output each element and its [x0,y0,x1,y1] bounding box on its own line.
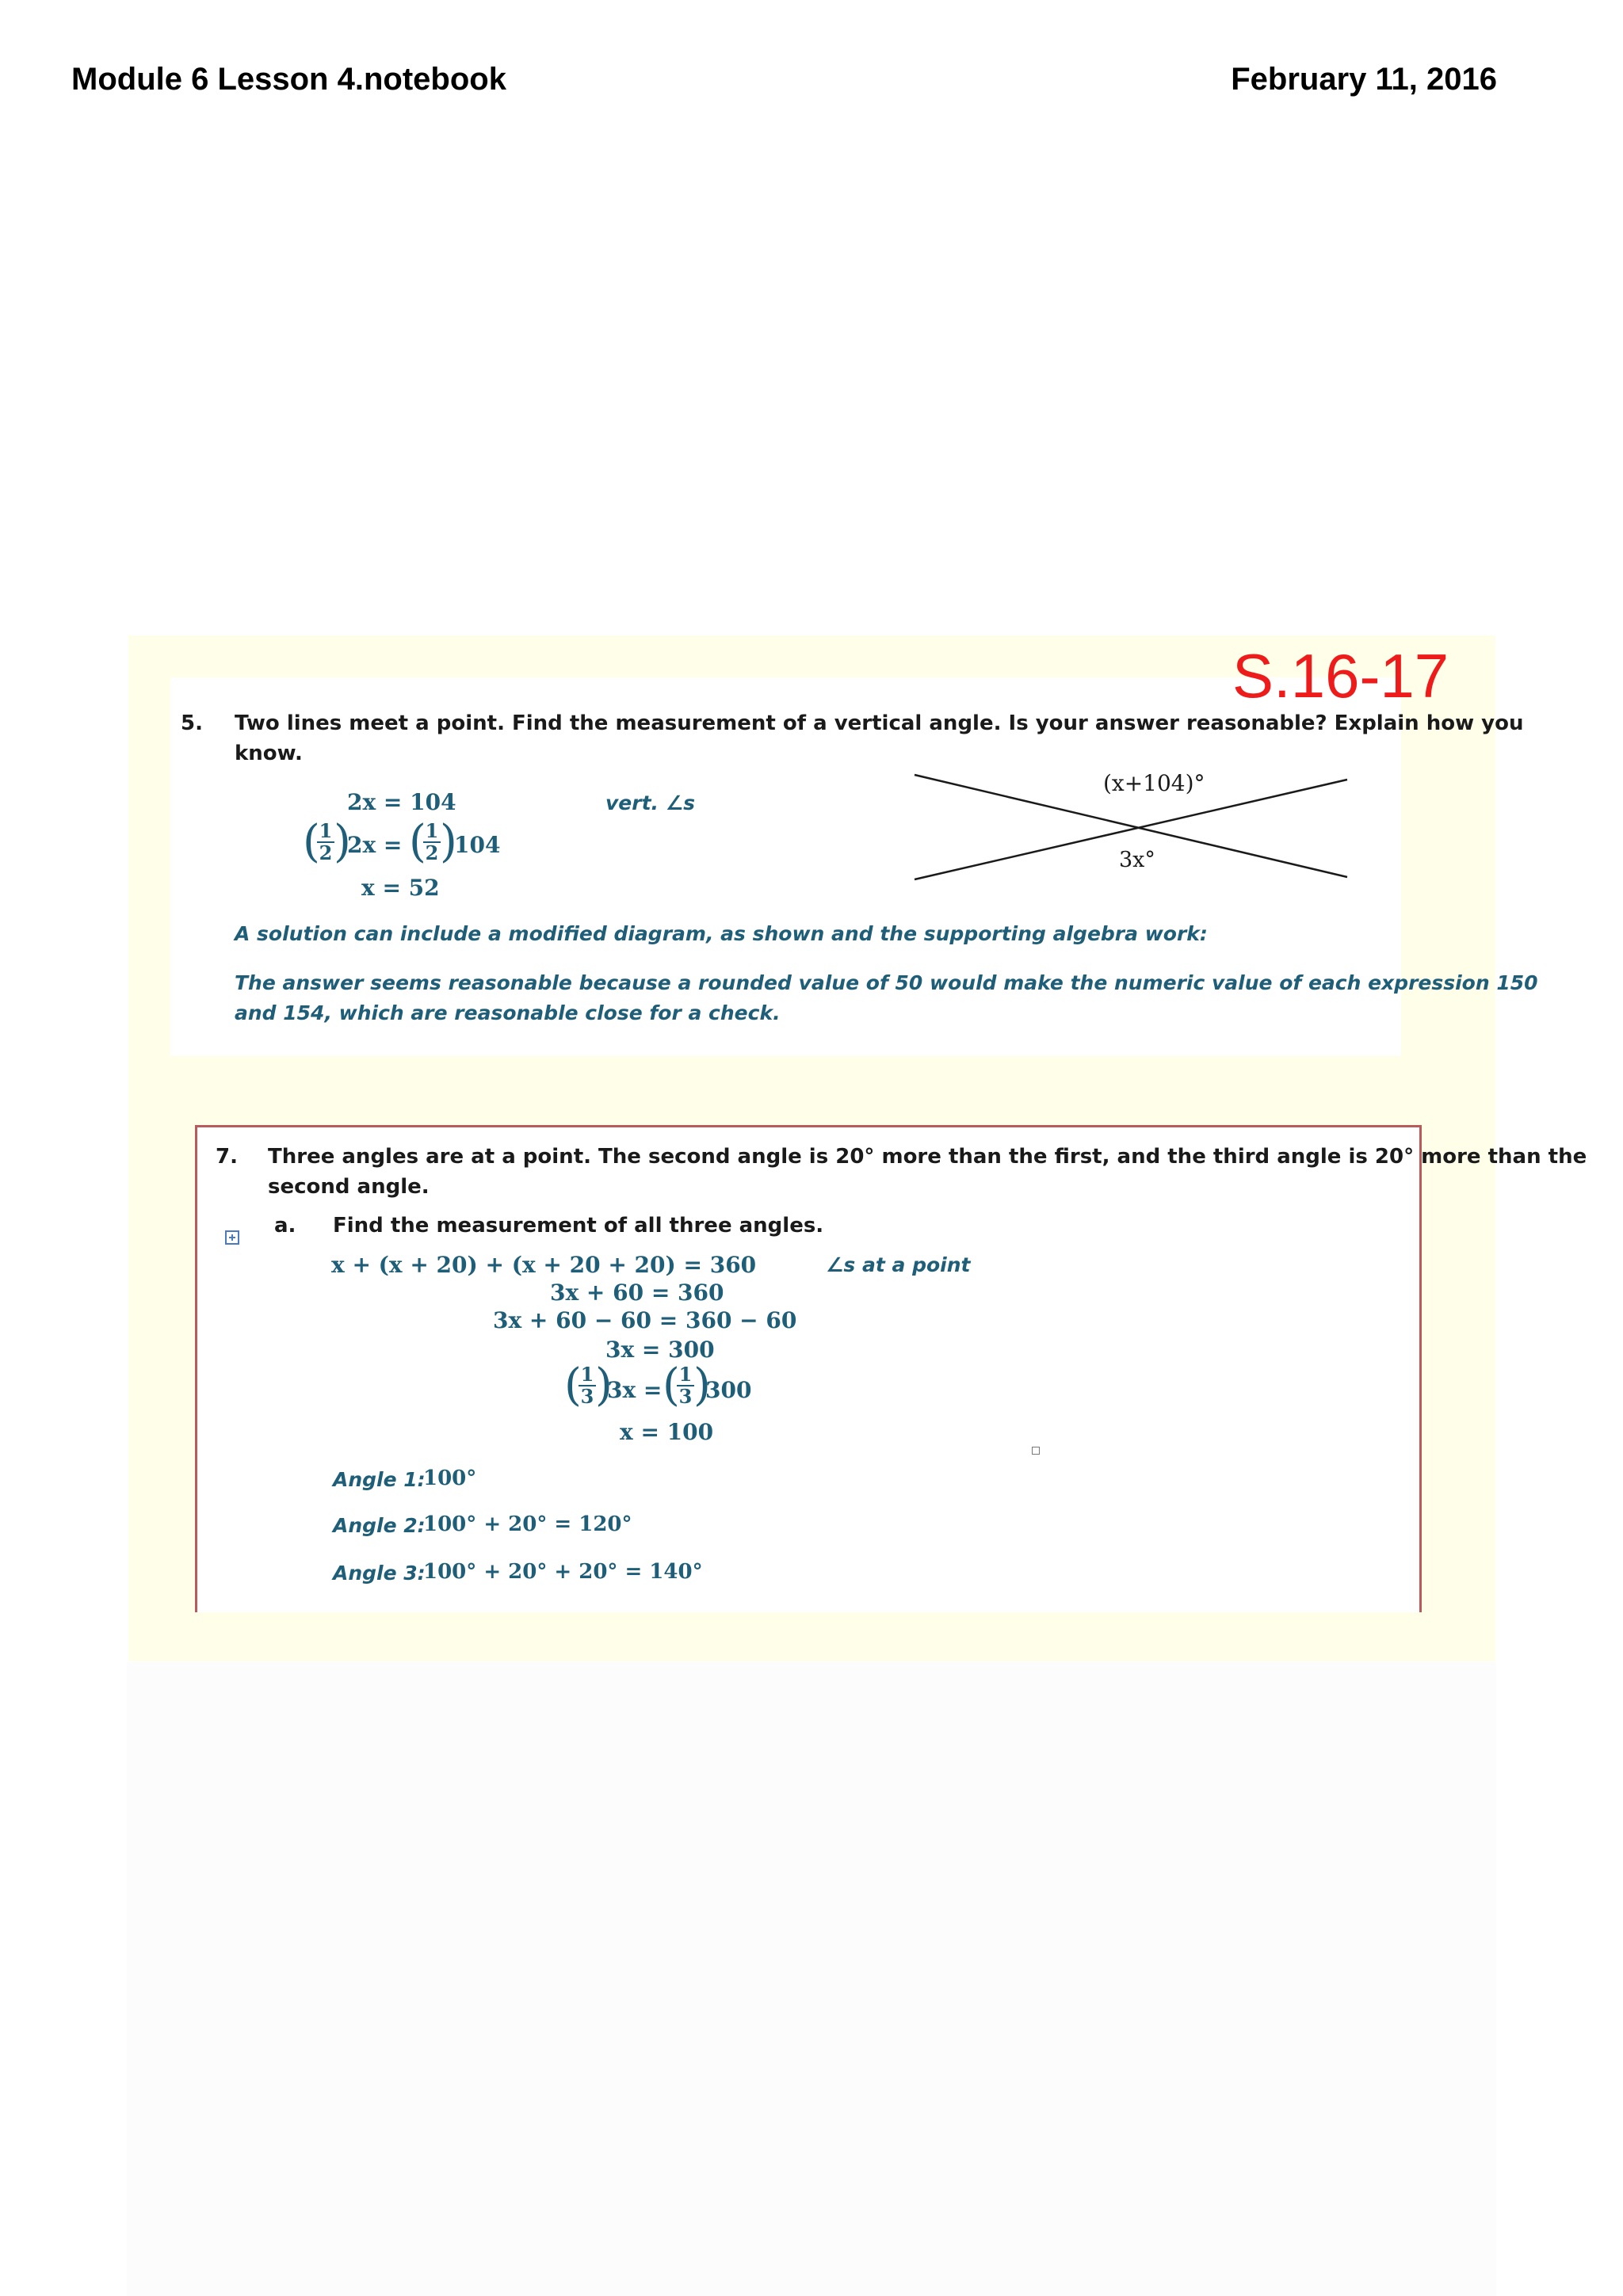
p7-reason: ∠s at a point [826,1253,971,1276]
p7-paren-open-2: ( [663,1360,680,1411]
diagram-top-angle-label: (x+104)° [1103,770,1205,796]
angle-3-value: 100° + 20° + 20° = 140° [423,1560,703,1584]
p5-paren-open-2: ( [409,816,426,868]
p5-paren-close-1: ) [334,816,351,868]
p5-paren-open-1: ( [303,816,320,868]
p5-explanation-line1: The answer seems reasonable because a rounded value of 50 would make the numeric value of each expression 150 [235,971,1538,994]
slide-reference-label: S.16-17 [1232,641,1449,711]
p5-note: A solution can include a modified diagram, as shown and the supporting algebra work: [235,922,1208,945]
expand-icon[interactable] [225,1230,239,1245]
p7-paren-close-2: ) [693,1360,711,1411]
problem-5-prompt-line1: Two lines meet a point. Find the measurement of a vertical angle. Is your answer reasonable? Explain how you [235,711,1524,735]
p7-paren-close-1: ) [595,1360,613,1411]
angle-1-label: Angle 1: [333,1468,426,1491]
p7-work-line5-lhs: 3x = [607,1377,663,1403]
p7-fraction-1-denominator: 3 [580,1385,594,1408]
p5-work-line1: 2x = 104 [347,789,456,815]
p7-work-line6: x = 100 [620,1419,714,1445]
p5-fraction-2-numerator: 1 [423,821,441,843]
p5-explanation-line2: and 154, which are reasonable close for a check. [235,1001,781,1024]
part-a-letter: a. [274,1214,296,1238]
p7-work-line1: x + (x + 20) + (x + 20 + 20) = 360 [331,1252,757,1278]
p7-fraction-2 [677,1364,694,1407]
p5-fraction-1 [317,821,334,864]
p5-reason: vert. ∠s [605,791,696,814]
problem-7-prompt-line2: second angle. [268,1175,430,1199]
angle-1-value: 100° [423,1466,477,1490]
part-a-prompt: Find the measurement of all three angles. [333,1214,824,1238]
p7-fraction-2-numerator: 1 [677,1364,694,1386]
document-date: February 11, 2016 [1231,62,1497,97]
p5-fraction-2 [423,821,441,864]
angle-2-value: 100° + 20° = 120° [423,1512,632,1536]
problem-7-prompt-line1: Three angles are at a point. The second angle is 20° more than the first, and the third angle is 20° more than the [268,1145,1587,1169]
problem-7-number: 7. [216,1145,238,1169]
p5-work-line2-rhs: 104 [454,832,501,858]
p7-paren-open-1: ( [564,1360,582,1411]
p5-paren-close-2: ) [440,816,457,868]
angle-3-label: Angle 3: [333,1562,426,1585]
document-title: Module 6 Lesson 4.notebook [71,62,506,97]
p7-work-line4: 3x = 300 [605,1337,715,1363]
p7-work-line3: 3x + 60 − 60 = 360 − 60 [493,1307,797,1333]
p7-fraction-1 [579,1364,596,1407]
p7-work-line2: 3x + 60 = 360 [550,1280,724,1306]
problem-5-number: 5. [181,711,203,735]
page-lower-panel [127,1662,1496,2296]
problem-5-prompt-line2: know. [235,742,303,765]
p7-work-line5-rhs: 300 [705,1377,752,1403]
diagram-bottom-angle-label: 3x° [1119,848,1155,872]
p7-fraction-1-numerator: 1 [579,1364,596,1386]
p5-work-line3: x = 52 [361,875,440,901]
p5-fraction-1-numerator: 1 [317,821,334,843]
angle-2-label: Angle 2: [333,1514,426,1537]
p5-work-line2-lhs: 2x = [347,832,403,858]
object-handle[interactable] [1032,1447,1040,1455]
p7-fraction-2-denominator: 3 [678,1385,693,1408]
p5-fraction-1-denominator: 2 [319,841,333,864]
p5-fraction-2-denominator: 2 [425,841,439,864]
